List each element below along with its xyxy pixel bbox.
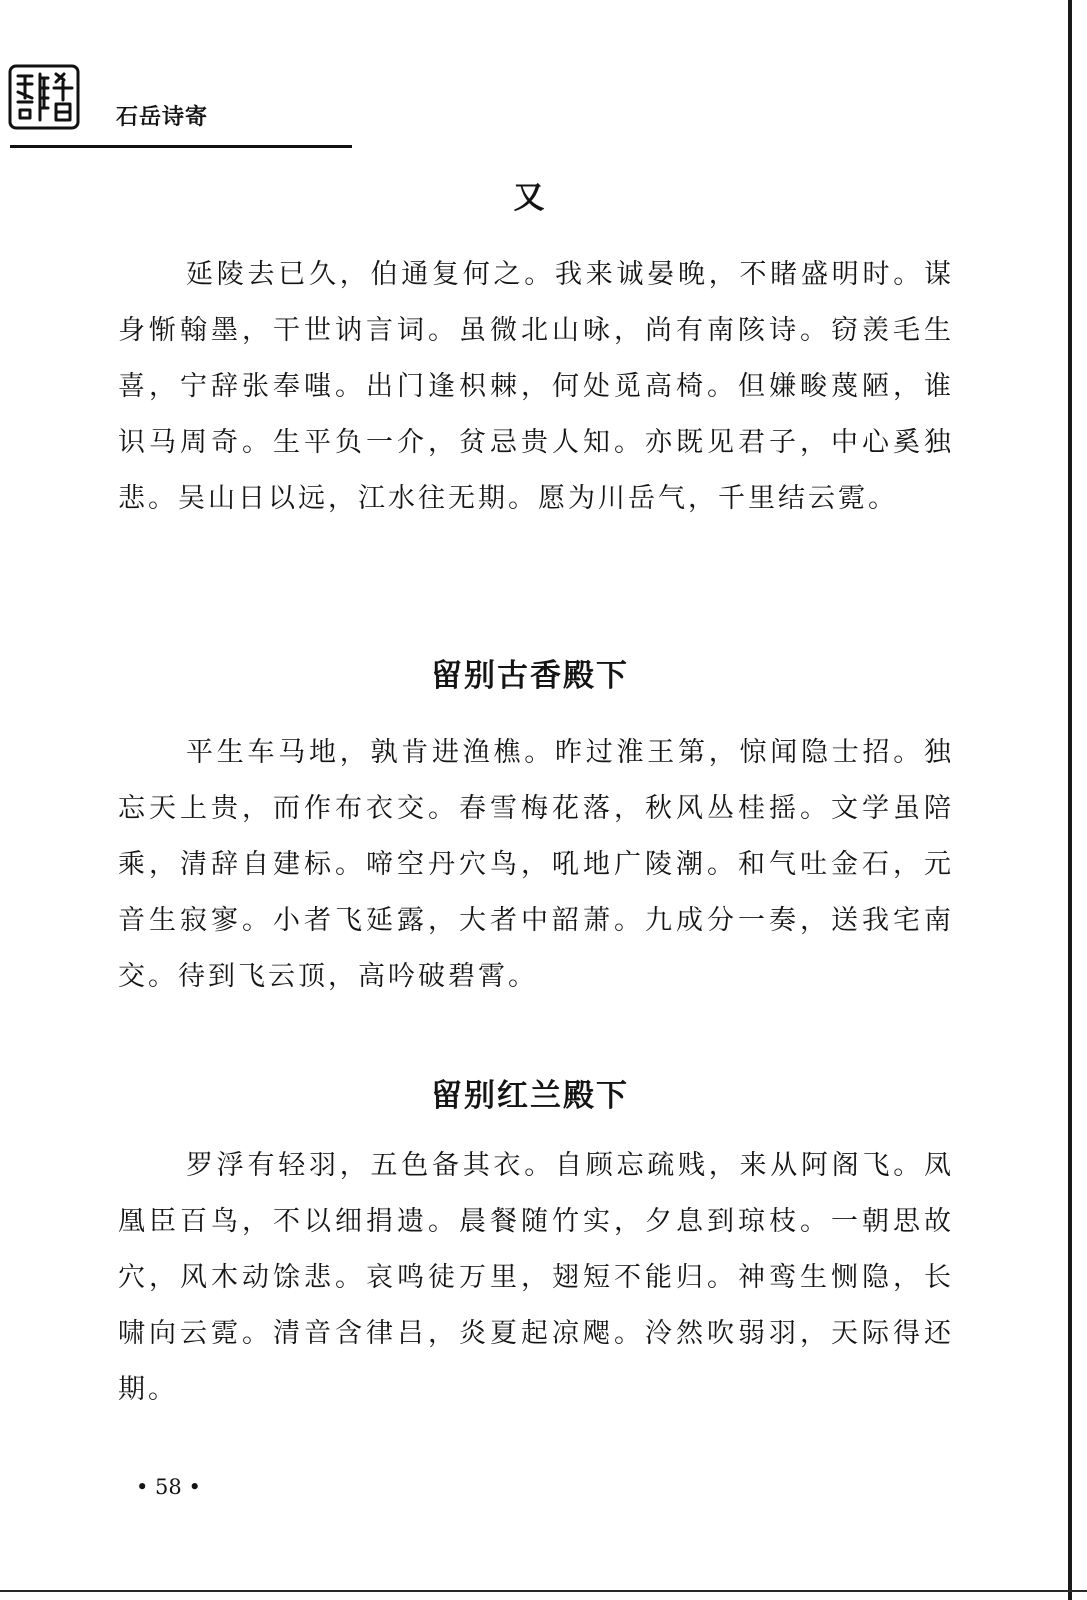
poem-body: 延陵去已久，伯通复何之。我来诚晏晚，不睹盛明时。谋身惭翰墨，干世讷言词。虽微北山咏，尚有南陔诗。窃羡毛生喜，宁辞张奉嗤。出门逢枳棘，何处觅高椅。但嫌畯蔑陋，谁识马周奇。生平负一介，贫忌贵人知。亦既见君子，中心奚独悲。吴山日以远，江水往无期。愿为川岳气，千里结云霓。 <box>118 259 954 514</box>
page-edge-right <box>1068 0 1072 1600</box>
running-header <box>0 0 360 160</box>
book-title: 石岳诗寄 <box>116 105 209 130</box>
page-edge-bottom <box>0 1590 1087 1592</box>
poem-title: 留别古香殿下 <box>431 658 629 694</box>
header-rule <box>10 145 352 148</box>
poem-body: 平生车马地，孰肯进渔樵。昨过淮王第，惊闻隐士招。独忘天上贵，而作布衣交。春雪梅花落，秋风丛桂摇。文学虽陪乘，清辞自建标。啼空丹穴鸟，吼地广陵潮。和气吐金石，元音生寂寥。小者飞延露，大者中韶萧。九成分一奏，送我宅南交。待到飞云顶，高吟破碧霄。 <box>118 737 954 992</box>
seal-stamp-icon <box>8 64 80 130</box>
poem-title: 又 <box>513 180 547 216</box>
poem-body: 罗浮有轻羽，五色备其衣。自顾忘疏贱，来从阿阁飞。凤凰臣百鸟，不以细捐遗。晨餐随竹实，夕息到琼枝。一朝思故穴，风木动馀悲。哀鸣徒万里，翅短不能归。神鸾生恻隐，长啸向云霓。清音含律吕，炎夏起凉飔。泠然吹弱羽，天际得还期。 <box>118 1150 954 1405</box>
page-number: • 58 • <box>136 1475 201 1499</box>
poem-title: 留别红兰殿下 <box>431 1078 629 1114</box>
